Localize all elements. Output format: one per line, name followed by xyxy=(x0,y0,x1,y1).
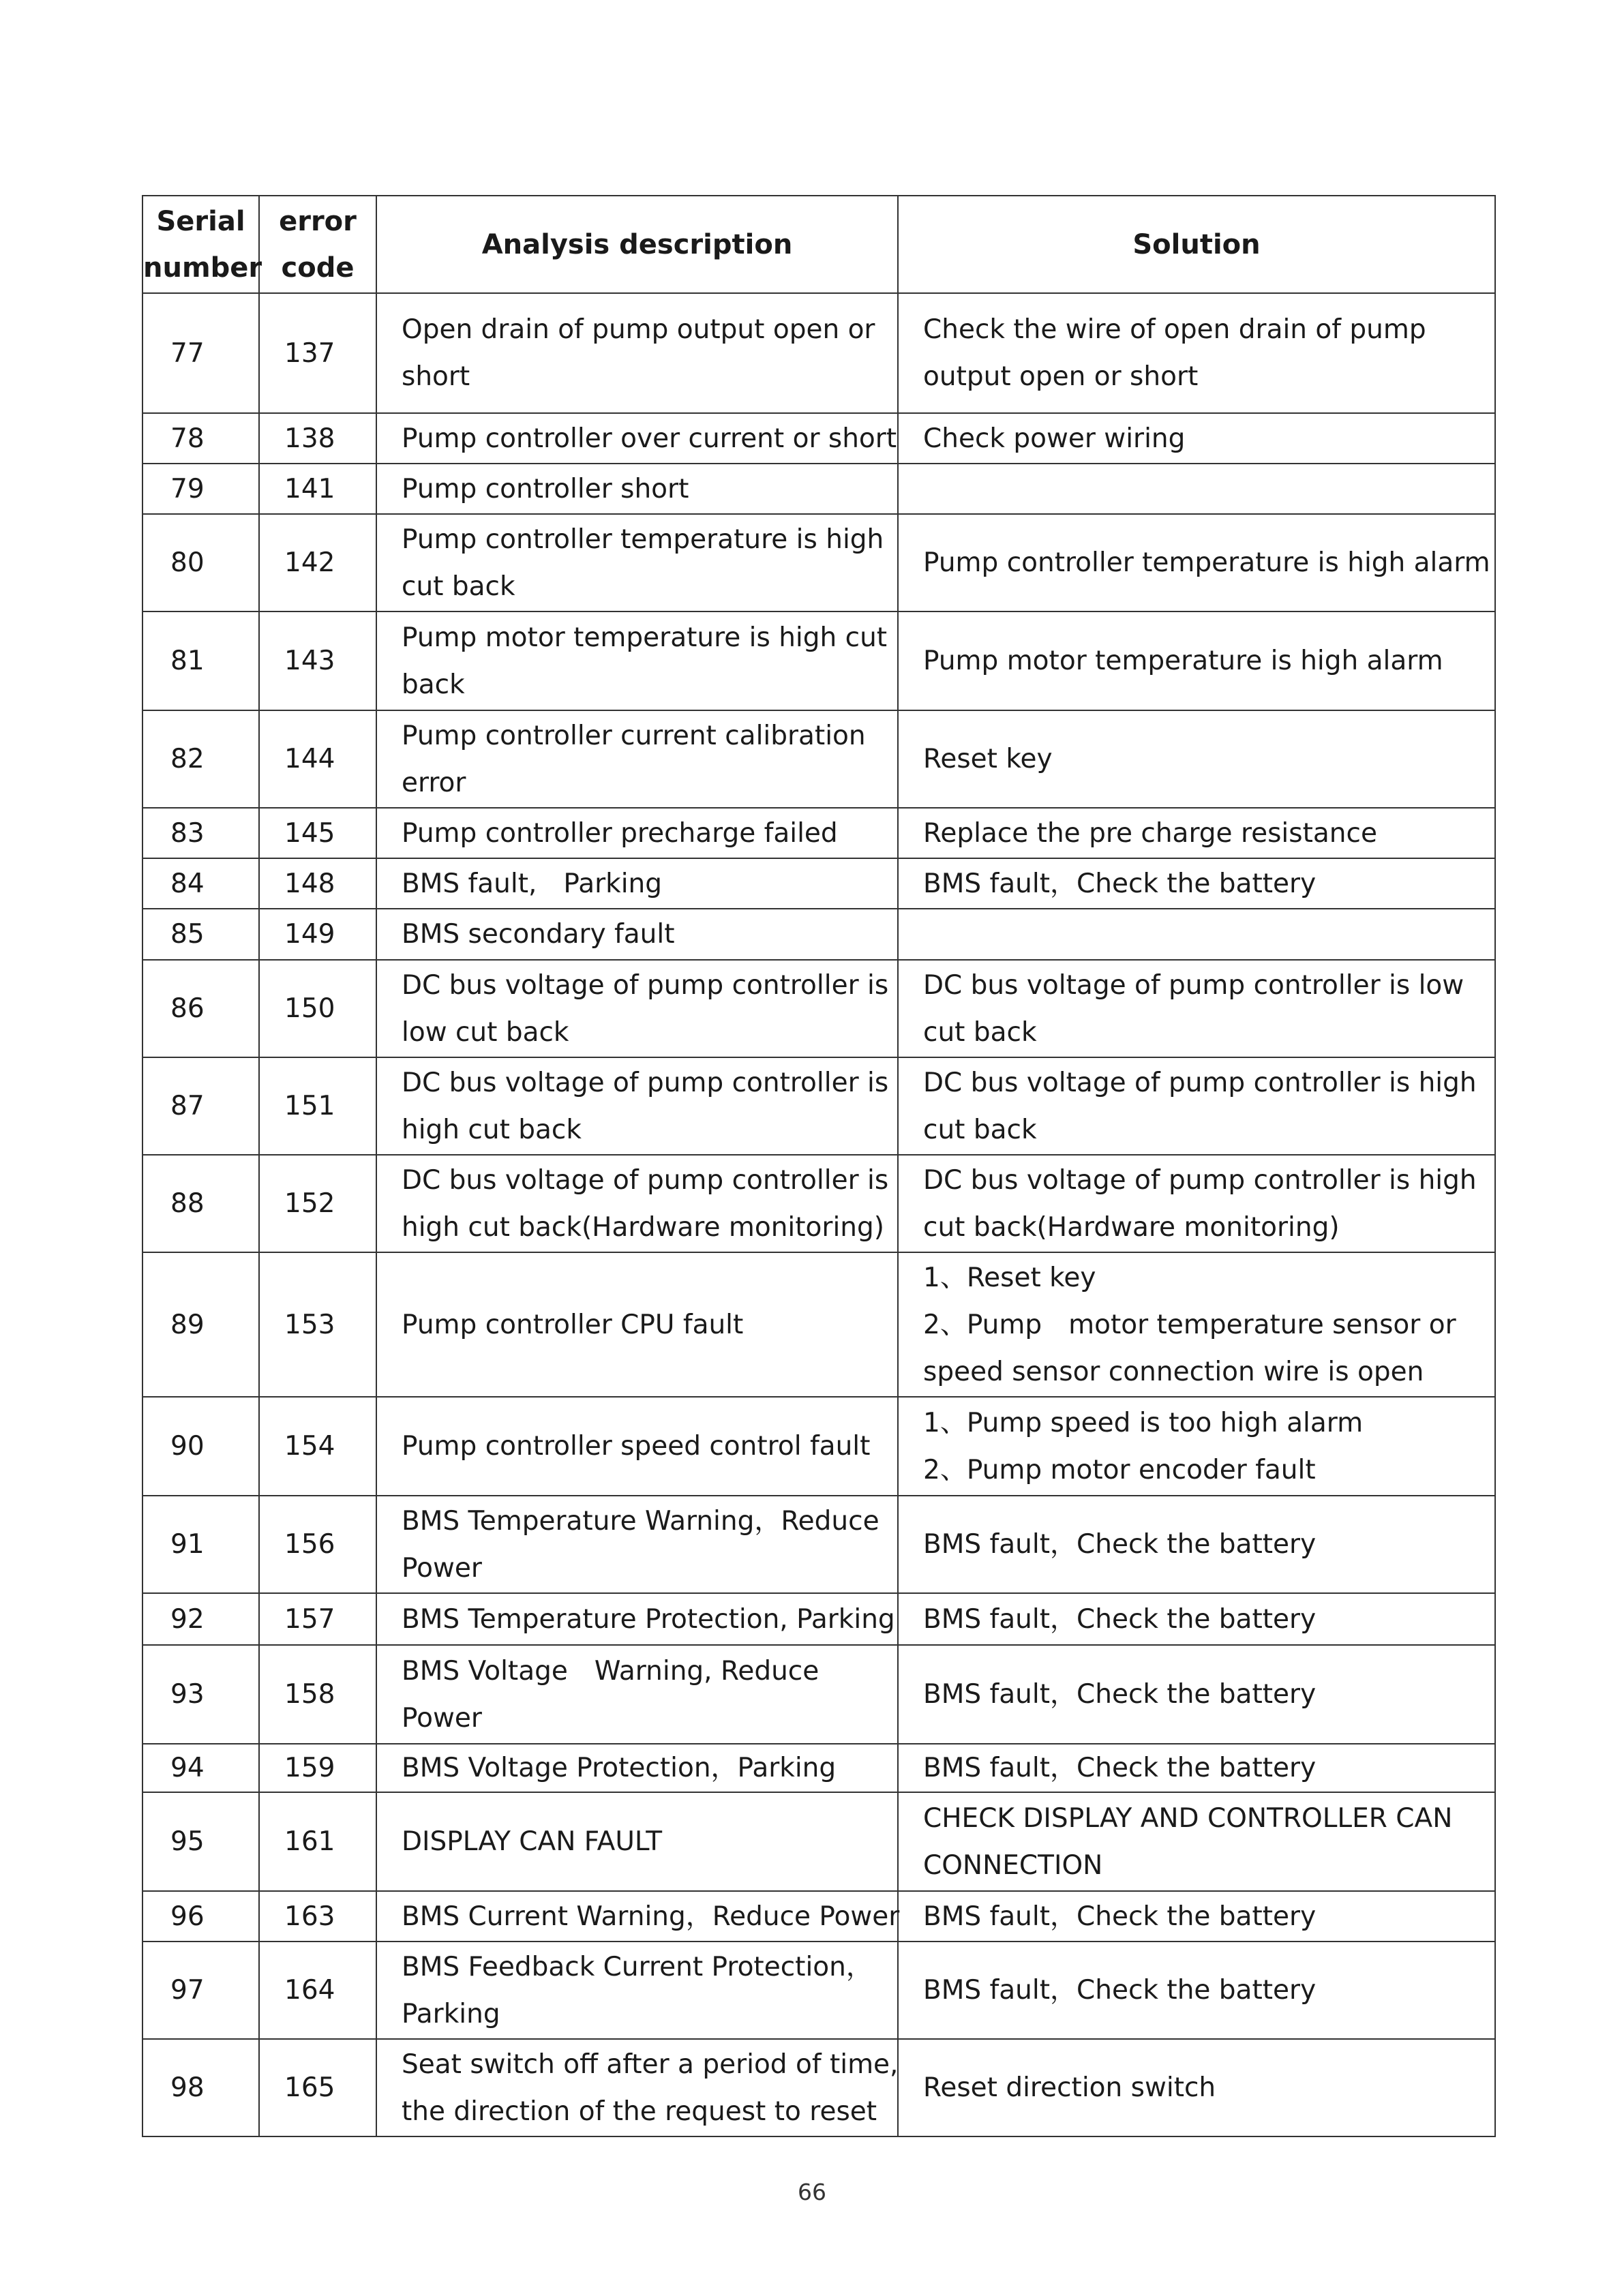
description-line: error xyxy=(402,767,466,798)
description-line: DC bus voltage of pump controller is xyxy=(402,1067,889,1098)
error-code-table xyxy=(142,195,1496,2137)
error-code-cell: 164 xyxy=(259,1942,376,2039)
solution-cell xyxy=(898,1792,1495,1891)
table-row xyxy=(142,1645,1495,1744)
analysis-description-cell xyxy=(376,1645,898,1744)
analysis-description-cell xyxy=(376,1496,898,1593)
serial-number-cell: 81 xyxy=(142,611,259,710)
solution-cell xyxy=(898,1252,1495,1397)
description-line: BMS Temperature Protection, Parking xyxy=(402,1603,895,1635)
description-line: DC bus voltage of pump controller is xyxy=(402,969,889,1001)
solution-cell xyxy=(898,1496,1495,1593)
solution-cell xyxy=(898,2039,1495,2136)
solution-cell xyxy=(898,909,1495,960)
description-line: Seat switch off after a period of time, xyxy=(402,2049,899,2080)
table-row xyxy=(142,1496,1495,1593)
error-code-cell: 153 xyxy=(259,1252,376,1397)
solution-line: BMS fault，Check the battery xyxy=(923,1901,1317,1932)
solution-cell xyxy=(898,1155,1495,1252)
description-line: low cut back xyxy=(402,1016,569,1048)
description-line: high cut back(Hardware monitoring) xyxy=(402,1211,884,1243)
serial-number-cell: 91 xyxy=(142,1496,259,1593)
error-code-cell: 142 xyxy=(259,514,376,611)
serial-number-cell: 92 xyxy=(142,1593,259,1645)
solution-line: 1、Pump speed is too high alarm xyxy=(923,1407,1364,1438)
header-analysis-description: Analysis description xyxy=(376,196,898,293)
solution-cell xyxy=(898,611,1495,710)
table-row xyxy=(142,464,1495,514)
description-line: Pump motor temperature is high cut xyxy=(402,622,888,653)
table-row xyxy=(142,293,1495,413)
table-row xyxy=(142,808,1495,858)
description-line: Pump controller temperature is high xyxy=(402,524,884,555)
solution-line: output open or short xyxy=(923,361,1199,392)
error-code-cell: 154 xyxy=(259,1397,376,1496)
error-code-cell: 156 xyxy=(259,1496,376,1593)
solution-line: CHECK DISPLAY AND CONTROLLER CAN xyxy=(923,1802,1453,1834)
analysis-description-cell xyxy=(376,1155,898,1252)
solution-cell xyxy=(898,464,1495,514)
table-row xyxy=(142,1252,1495,1397)
solution-line: Reset key xyxy=(923,744,1053,774)
solution-line: Pump motor temperature is high alarm xyxy=(923,646,1443,676)
solution-line: DC bus voltage of pump controller is high xyxy=(923,1164,1477,1196)
serial-number-cell: 86 xyxy=(142,960,259,1057)
serial-number-cell: 83 xyxy=(142,808,259,858)
solution-line: BMS fault，Check the battery xyxy=(923,1529,1317,1560)
table-row xyxy=(142,2039,1495,2136)
description-line: Pump controller precharge failed xyxy=(402,817,838,849)
table-row xyxy=(142,858,1495,909)
description-line: Power xyxy=(402,1702,482,1734)
table-row xyxy=(142,1593,1495,1645)
error-code-cell: 150 xyxy=(259,960,376,1057)
solution-line: Check the wire of open drain of pump xyxy=(923,314,1426,345)
serial-number-cell: 79 xyxy=(142,464,259,514)
error-code-cell: 138 xyxy=(259,413,376,464)
error-code-cell: 137 xyxy=(259,293,376,413)
header-serial-number: Serial number xyxy=(142,196,259,293)
solution-cell xyxy=(898,858,1495,909)
description-line: BMS Voltage Protection，Parking xyxy=(402,1753,837,1783)
solution-cell xyxy=(898,293,1495,413)
error-code-cell: 159 xyxy=(259,1744,376,1792)
description-line: Pump controller speed control fault xyxy=(402,1431,871,1462)
error-code-cell: 161 xyxy=(259,1792,376,1891)
error-code-cell: 141 xyxy=(259,464,376,514)
serial-number-cell: 90 xyxy=(142,1397,259,1496)
table-row xyxy=(142,514,1495,611)
solution-line: CONNECTION xyxy=(923,1849,1103,1881)
solution-cell xyxy=(898,1397,1495,1496)
error-code-cell: 151 xyxy=(259,1057,376,1155)
table-header-row xyxy=(142,196,1495,293)
serial-number-cell: 84 xyxy=(142,858,259,909)
solution-line: DC bus voltage of pump controller is high xyxy=(923,1067,1477,1098)
serial-number-cell: 82 xyxy=(142,710,259,808)
table-row xyxy=(142,1397,1495,1496)
solution-cell xyxy=(898,1942,1495,2039)
analysis-description-cell xyxy=(376,710,898,808)
analysis-description-cell xyxy=(376,909,898,960)
analysis-description-cell xyxy=(376,514,898,611)
solution-cell xyxy=(898,1593,1495,1645)
table-row xyxy=(142,611,1495,710)
page-number: 66 xyxy=(798,2179,826,2205)
solution-line: Check power wiring xyxy=(923,423,1186,454)
description-line: high cut back xyxy=(402,1114,582,1145)
serial-number-cell: 96 xyxy=(142,1891,259,1942)
solution-cell xyxy=(898,1057,1495,1155)
table-row xyxy=(142,413,1495,464)
solution-cell xyxy=(898,710,1495,808)
header-error-code: error code xyxy=(259,196,376,293)
solution-line: 1、Reset key xyxy=(923,1262,1096,1293)
analysis-description-cell xyxy=(376,2039,898,2136)
description-line: BMS Voltage Warning, Reduce xyxy=(402,1655,819,1687)
analysis-description-cell xyxy=(376,1792,898,1891)
solution-cell xyxy=(898,1891,1495,1942)
error-code-cell: 163 xyxy=(259,1891,376,1942)
serial-number-cell: 87 xyxy=(142,1057,259,1155)
solution-cell xyxy=(898,1645,1495,1744)
description-line: Pump controller over current or short xyxy=(402,423,897,454)
description-line: cut back xyxy=(402,571,515,602)
solution-line: Reset direction switch xyxy=(923,2072,1216,2103)
table-row xyxy=(142,960,1495,1057)
solution-line: BMS fault，Check the battery xyxy=(923,868,1317,899)
serial-number-cell: 93 xyxy=(142,1645,259,1744)
serial-number-cell: 80 xyxy=(142,514,259,611)
description-line: BMS fault, Parking xyxy=(402,868,663,899)
description-line: BMS Feedback Current Protection， xyxy=(402,1951,873,1982)
analysis-description-cell xyxy=(376,1593,898,1645)
table-row xyxy=(142,909,1495,960)
description-line: DISPLAY CAN FAULT xyxy=(402,1826,663,1857)
solution-cell xyxy=(898,1744,1495,1792)
serial-number-cell: 97 xyxy=(142,1942,259,2039)
solution-line: cut back xyxy=(923,1114,1037,1145)
solution-line: 2、Pump motor temperature sensor or xyxy=(923,1309,1456,1340)
description-line: Pump controller current calibration xyxy=(402,720,866,751)
analysis-description-cell xyxy=(376,1891,898,1942)
solution-cell xyxy=(898,960,1495,1057)
description-line: back xyxy=(402,669,465,700)
description-line: BMS secondary fault xyxy=(402,919,675,950)
description-line: BMS Temperature Warning，Reduce xyxy=(402,1505,879,1537)
serial-number-cell: 95 xyxy=(142,1792,259,1891)
analysis-description-cell xyxy=(376,1057,898,1155)
solution-line: BMS fault，Check the battery xyxy=(923,1603,1317,1635)
solution-line: BMS fault，Check the battery xyxy=(923,1753,1317,1783)
solution-line: speed sensor connection wire is open xyxy=(923,1356,1424,1387)
analysis-description-cell xyxy=(376,1252,898,1397)
solution-cell xyxy=(898,808,1495,858)
description-line: Power xyxy=(402,1552,482,1584)
analysis-description-cell xyxy=(376,1397,898,1496)
analysis-description-cell xyxy=(376,611,898,710)
description-line: short xyxy=(402,361,470,392)
error-code-cell: 158 xyxy=(259,1645,376,1744)
description-line: Parking xyxy=(402,1998,500,2029)
serial-number-cell: 77 xyxy=(142,293,259,413)
error-code-cell: 145 xyxy=(259,808,376,858)
description-line: DC bus voltage of pump controller is xyxy=(402,1164,889,1196)
serial-number-cell: 98 xyxy=(142,2039,259,2136)
error-code-cell: 165 xyxy=(259,2039,376,2136)
analysis-description-cell xyxy=(376,858,898,909)
table-row xyxy=(142,1942,1495,2039)
solution-line: Replace the pre charge resistance xyxy=(923,817,1377,849)
analysis-description-cell xyxy=(376,808,898,858)
serial-number-cell: 89 xyxy=(142,1252,259,1397)
error-code-cell: 143 xyxy=(259,611,376,710)
analysis-description-cell xyxy=(376,293,898,413)
error-code-cell: 148 xyxy=(259,858,376,909)
table-row xyxy=(142,710,1495,808)
solution-line: cut back(Hardware monitoring) xyxy=(923,1211,1340,1243)
table-body xyxy=(142,293,1495,2136)
error-code-cell: 152 xyxy=(259,1155,376,1252)
description-line: Pump controller short xyxy=(402,473,689,504)
header-solution: Solution xyxy=(898,196,1495,293)
serial-number-cell: 94 xyxy=(142,1744,259,1792)
serial-number-cell: 85 xyxy=(142,909,259,960)
solution-line: 2、Pump motor encoder fault xyxy=(923,1454,1316,1485)
solution-cell xyxy=(898,514,1495,611)
solution-line: BMS fault，Check the battery xyxy=(923,1679,1317,1710)
table-row xyxy=(142,1744,1495,1792)
analysis-description-cell xyxy=(376,1942,898,2039)
solution-line: DC bus voltage of pump controller is low xyxy=(923,969,1464,1001)
description-line: Open drain of pump output open or xyxy=(402,314,875,345)
description-line: Pump controller CPU fault xyxy=(402,1309,744,1340)
table-row xyxy=(142,1155,1495,1252)
solution-line: Pump controller temperature is high alarm xyxy=(923,547,1490,578)
error-code-cell: 144 xyxy=(259,710,376,808)
description-line: the direction of the request to reset xyxy=(402,2096,877,2127)
analysis-description-cell xyxy=(376,960,898,1057)
solution-cell xyxy=(898,413,1495,464)
table-row xyxy=(142,1891,1495,1942)
analysis-description-cell xyxy=(376,413,898,464)
error-code-cell: 157 xyxy=(259,1593,376,1645)
serial-number-cell: 88 xyxy=(142,1155,259,1252)
analysis-description-cell xyxy=(376,1744,898,1792)
table-row xyxy=(142,1057,1495,1155)
serial-number-cell: 78 xyxy=(142,413,259,464)
error-code-cell: 149 xyxy=(259,909,376,960)
solution-line: BMS fault，Check the battery xyxy=(923,1975,1317,2006)
solution-line: cut back xyxy=(923,1016,1037,1048)
analysis-description-cell xyxy=(376,464,898,514)
table-row xyxy=(142,1792,1495,1891)
description-line: BMS Current Warning，Reduce Power xyxy=(402,1901,900,1932)
